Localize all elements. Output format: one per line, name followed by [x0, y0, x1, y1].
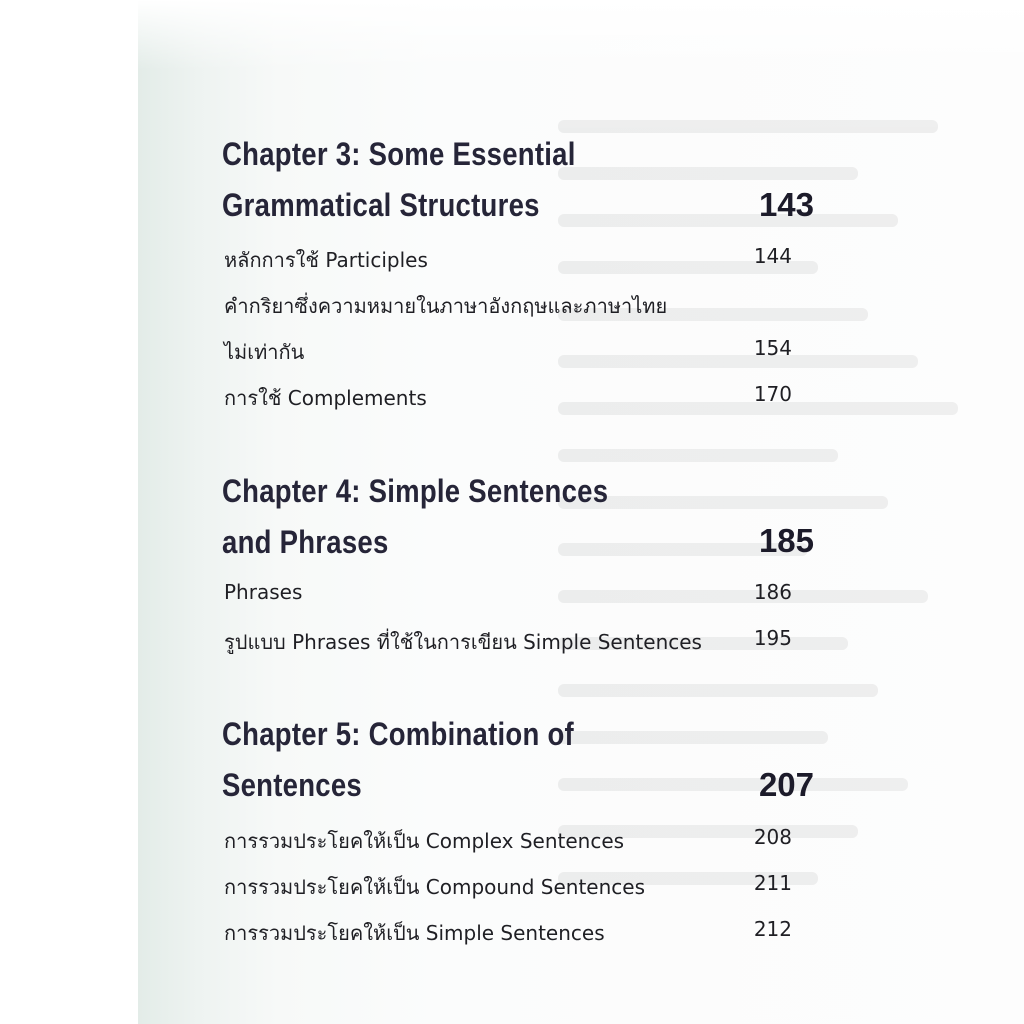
toc-entry: คำกริยาซึ่งความหมายในภาษาอังกฤษและภาษาไทย [224, 294, 668, 318]
toc-entry-page: 170 [753, 382, 792, 406]
toc-entry-page: 195 [753, 626, 792, 650]
toc-entry-page: 211 [753, 871, 792, 895]
toc-entry-page: 186 [753, 580, 792, 604]
toc-entry: การรวมประโยคให้เป็น Complex Sentences [224, 829, 625, 853]
chapter-3-page: 143 [758, 186, 814, 223]
toc-entry: หลักการใช้ Participles [224, 248, 428, 272]
chapter-3-title-line-2: Grammatical Structures [222, 187, 540, 223]
chapter-5-title-line-1: Chapter 5: Combination of [222, 716, 574, 752]
chapter-4-page: 185 [758, 522, 814, 559]
toc-entry-page: 144 [753, 244, 792, 268]
chapter-5-title-line-2: Sentences [222, 767, 362, 803]
chapter-3-title-line-1: Chapter 3: Some Essential [222, 136, 576, 172]
toc-entry-page: 154 [753, 336, 792, 360]
toc-entry: การรวมประโยคให้เป็น Compound Sentences [224, 875, 646, 899]
toc-entry: รูปแบบ Phrases ที่ใช้ในการเขียน Simple Sentences [224, 630, 702, 654]
toc-entry: การรวมประโยคให้เป็น Simple Sentences [224, 921, 605, 945]
toc-entry: ไม่เท่ากัน [224, 340, 305, 364]
toc-entry-page: 208 [753, 825, 792, 849]
chapter-5-page: 207 [758, 766, 814, 803]
toc-entry-page: 212 [753, 917, 792, 941]
chapter-4-title-line-2: and Phrases [222, 524, 389, 560]
toc-entry: การใช้ Complements [224, 386, 427, 410]
toc-entry: Phrases [224, 580, 303, 604]
chapter-4-title-line-1: Chapter 4: Simple Sentences [222, 473, 609, 509]
